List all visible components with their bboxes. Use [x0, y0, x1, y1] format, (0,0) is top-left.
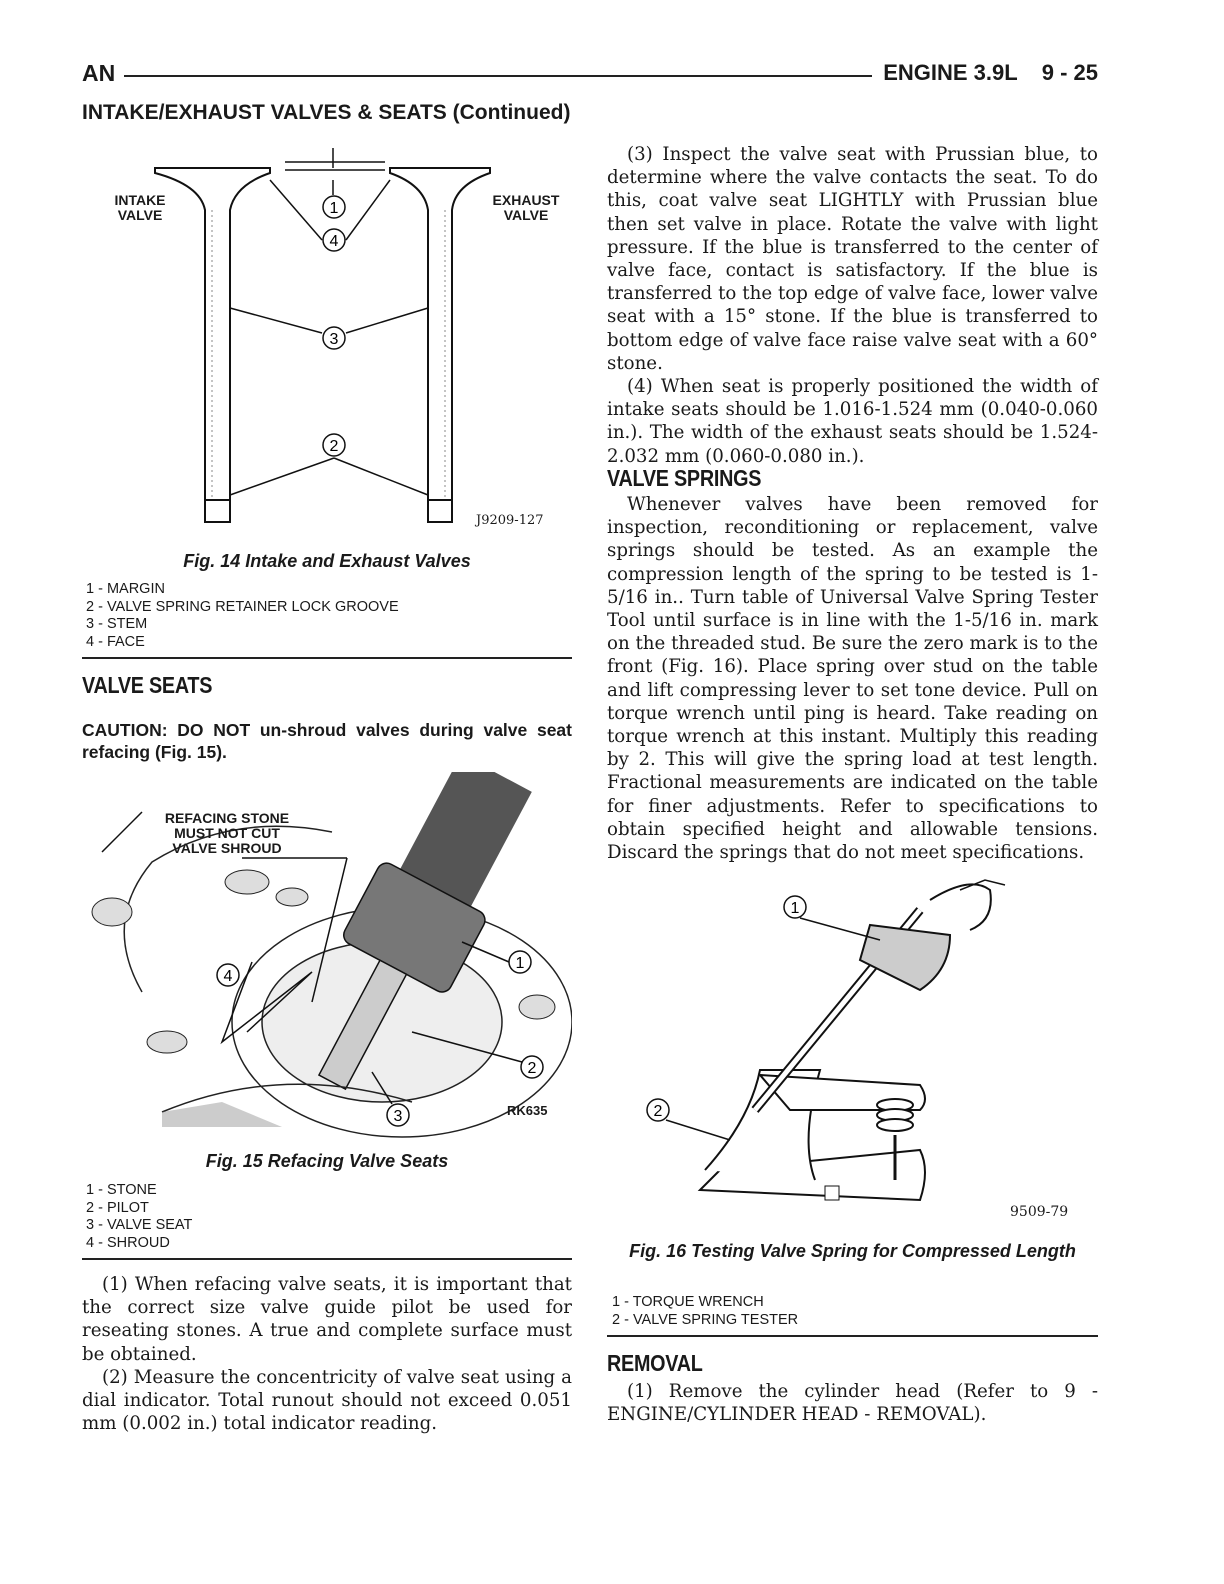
legend-item: 4 - FACE	[86, 633, 145, 650]
svg-text:3: 3	[393, 1108, 403, 1125]
fig16-callout-2	[647, 1099, 669, 1121]
header-right: ENGINE 3.9L 9 - 25	[883, 60, 1098, 85]
right-paragraphs	[607, 143, 1098, 468]
legend-item: 3 - VALVE SEAT	[86, 1217, 193, 1233]
header-rule	[124, 75, 872, 77]
legend-item: 4 - SHROUD	[86, 1234, 170, 1251]
valve-springs-text: Whenever valves have been removed for inspection, reconditioning or replacement, valve springs should be tested. As an example the compression length of the spring to be tested is 1-5/16 in.. Turn table of Universal Valve Spring Tester Tool until surface is in line with the 1-5/16 in. mark on the threaded stud. Be sure the zero mark is to the front (Fig. 16). Place spring over stud on the table and lift compressing lever to set tone device. Pull on torque wrench until ping is heard. Take reading on torque wrench at this instant. Multiply this reading by 2. This will give the spring load at test length. Fractional measurements are indicated on the table for finer adjustments. Refer to specifications to obtain specified height and allowable tensions. Discard the springs that do not meet specifications.	[607, 494, 1098, 864]
legend-item: 2 - PILOT	[86, 1199, 149, 1216]
fig16-caption: Fig. 16 Testing Valve Spring for Compressed Length	[629, 1241, 1076, 1261]
fig14-rule	[82, 657, 572, 659]
legend-item: 1 - TORQUE WRENCH	[612, 1294, 764, 1310]
fig15-caption: Fig. 15 Refacing Valve Seats	[205, 1151, 449, 1171]
svg-text:1: 1	[329, 200, 339, 217]
svg-text:1: 1	[790, 900, 800, 917]
fig15-callout-3	[387, 1104, 409, 1126]
valve-springs-heading: VALVE SPRINGS	[607, 465, 762, 491]
fig14-callout-3	[323, 327, 345, 349]
section-title: INTAKE/EXHAUST VALVES & SEATS (Continued)	[82, 101, 571, 124]
svg-text:2: 2	[653, 1103, 663, 1120]
header-left: AN	[82, 60, 116, 86]
fig14-callout-1	[323, 196, 345, 218]
removal-heading: REMOVAL	[607, 1350, 703, 1376]
fig15-id: RK635	[507, 1103, 548, 1118]
removal-text: (1) Remove the cylinder head (Refer to 9 - ENGINE/CYLINDER HEAD - REMOVAL).	[607, 1381, 1098, 1426]
valve-seats-caution: CAUTION: DO NOT un-shroud valves during valve seat refacing (Fig. 15).	[82, 720, 572, 762]
valve-seats-heading: VALVE SEATS	[82, 672, 213, 698]
svg-text:2: 2	[329, 438, 339, 455]
fig16-callout-1	[784, 896, 806, 918]
fig15-callout-1	[509, 951, 531, 973]
legend-item: 1 - STONE	[86, 1182, 157, 1198]
legend-item: 2 - VALVE SPRING RETAINER LOCK GROOVE	[86, 598, 399, 615]
fig14-callout-2	[323, 434, 345, 456]
fig14-caption: Fig. 14 Intake and Exhaust Valves	[183, 551, 471, 571]
legend-item: 2 - VALVE SPRING TESTER	[612, 1311, 799, 1328]
fig14-label-exhaust: EXHAUST VALVE	[492, 192, 560, 223]
fig15-note: REFACING STONE MUST NOT CUT VALVE SHROUD	[164, 810, 290, 856]
paragraph: (1) When refacing valve seats, it is important that the correct size valve guide pilot be used for reseating stones. A true and complete surface must be obtained.	[82, 1274, 572, 1365]
svg-text:4: 4	[329, 233, 339, 250]
paragraph: (4) When seat is properly positioned the width of intake seats should be 1.016-1.524 mm (0.040-0.060 in.). The width of the exhaust seats should be 1.524-2.032 mm (0.060-0.080 in.).	[607, 376, 1098, 467]
fig16-rule	[607, 1335, 1098, 1337]
legend-item: 1 - MARGIN	[86, 581, 165, 597]
legend-item: 3 - STEM	[86, 616, 148, 632]
svg-text:2: 2	[527, 1060, 537, 1077]
svg-text:4: 4	[223, 968, 233, 985]
fig16-spring-tester-illustration	[630, 870, 1100, 1230]
svg-text:1: 1	[515, 955, 525, 972]
fig14-callout-4	[323, 229, 345, 251]
paragraph: (3) Inspect the valve seat with Prussian blue, to determine where the valve contacts the seat. To do this, coat valve seat LIGHTLY with Prussian blue then set valve in place. Rotate the valve with light pressure. If the blue is transferred to the center of valve face, contact is satisfactory. If the blue is transferred to the top edge of valve face, lower valve seat with a 15° stone. If the blue is transferred to bottom edge of valve face raise valve seat with a 60° stone.	[607, 144, 1098, 374]
fig16-id: 9509-79	[1010, 1204, 1069, 1220]
fig15-rule	[82, 1258, 572, 1260]
fig15-legend	[86, 1182, 192, 1252]
fig14-id: J9209-127	[476, 513, 544, 528]
fig16-legend	[612, 1294, 798, 1329]
fig15-callout-4	[217, 964, 239, 986]
fig15-callout-2	[521, 1056, 543, 1078]
paragraph: (2) Measure the concentricity of valve seat using a dial indicator. Total runout should not exceed 0.051 mm (0.002 in.) total indicator reading.	[82, 1366, 572, 1435]
fig14-legend	[86, 581, 399, 651]
left-paragraphs	[82, 1273, 572, 1435]
svg-text:3: 3	[329, 331, 339, 348]
fig14-label-intake: INTAKE VALVE	[114, 192, 166, 223]
